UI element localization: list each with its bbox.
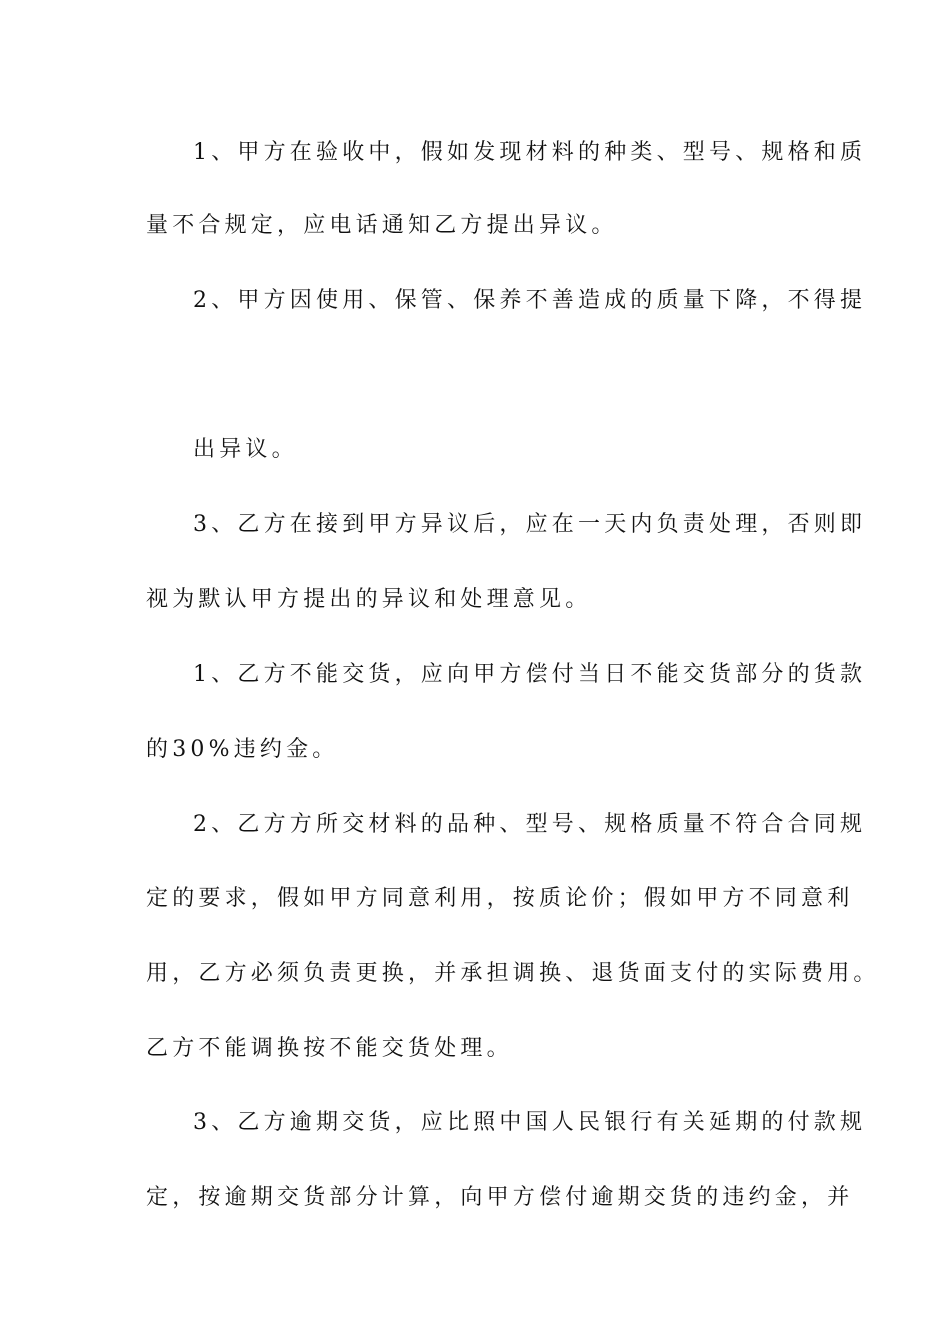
paragraph-line: 2、乙方方所交材料的品种、型号、规格质量不符合合同规 [193,812,867,837]
paragraph-line: 视为默认甲方提出的异议和处理意见。 [146,587,592,612]
paragraph-line: 2、甲方因使用、保管、保养不善造成的质量下降，不得提 [193,288,867,313]
paragraph-line: 量不合规定，应电话通知乙方提出异议。 [146,213,618,238]
paragraph-line: 乙方不能调换按不能交货处理。 [146,1036,513,1061]
paragraph-line: 3、乙方逾期交货，应比照中国人民银行有关延期的付款规 [193,1110,867,1135]
paragraph-line: 定，按逾期交货部分计算，向甲方偿付逾期交货的违约金，并 [146,1185,854,1210]
paragraph-line: 定的要求，假如甲方同意利用，按质论价；假如甲方不同意利 [146,886,854,911]
paragraph-line: 3、乙方在接到甲方异议后，应在一天内负责处理，否则即 [193,512,867,537]
paragraph-line: 的30%违约金。 [146,737,339,762]
paragraph-line: 用，乙方必须负责更换，并承担调换、退货面支付的实际费用。 [146,961,880,986]
paragraph-line: 1、乙方不能交货，应向甲方偿付当日不能交货部分的货款 [193,662,867,687]
paragraph-line: 出异议。 [193,437,298,462]
paragraph-line: 1、甲方在验收中，假如发现材料的种类、型号、规格和质 [193,140,867,165]
